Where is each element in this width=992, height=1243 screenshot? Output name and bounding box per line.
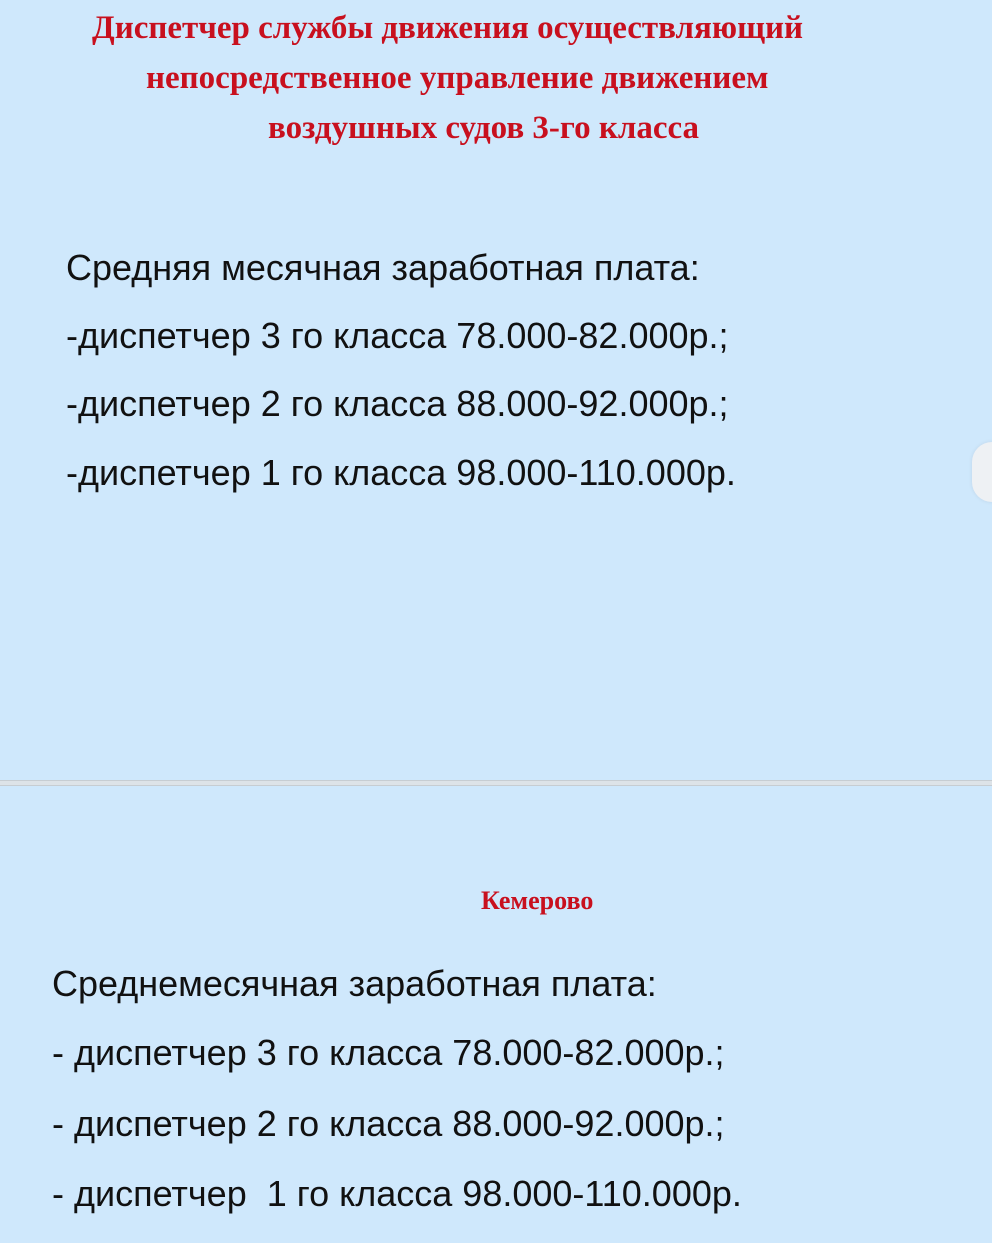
slide-1-salary-line-1st-class: -диспетчер 1 го класса 98.000-110.000р.	[66, 452, 736, 493]
slide-1-salary-line-2nd-class: -диспетчер 2 го класса 88.000-92.000р.;	[66, 383, 729, 424]
slide-1-title-line-1: Диспетчер службы движения осуществляющий	[92, 10, 803, 46]
slide-2-salary-line-1st-class: - диспетчер 1 го класса 98.000-110.000р.	[52, 1173, 742, 1214]
scroll-handle[interactable]	[972, 442, 992, 502]
slide-2-title-city: Кемерово	[481, 886, 594, 915]
slide-2-salary-line-3rd-class: - диспетчер 3 го класса 78.000-82.000р.;	[52, 1032, 725, 1073]
slide-2	[0, 786, 992, 1243]
slide-1-salary-heading: Средняя месячная заработная плата:	[66, 247, 700, 288]
slide-1-title-line-3: воздушных судов 3-го класса	[268, 110, 700, 146]
slide-2-salary-heading: Среднемесячная заработная плата:	[52, 963, 657, 1004]
slide-2-salary-line-2nd-class: - диспетчер 2 го класса 88.000-92.000р.;	[52, 1103, 725, 1144]
slide-1-title-line-2: непосредственное управление движением	[146, 60, 769, 96]
slide-1-salary-line-3rd-class: -диспетчер 3 го класса 78.000-82.000р.;	[66, 315, 729, 356]
